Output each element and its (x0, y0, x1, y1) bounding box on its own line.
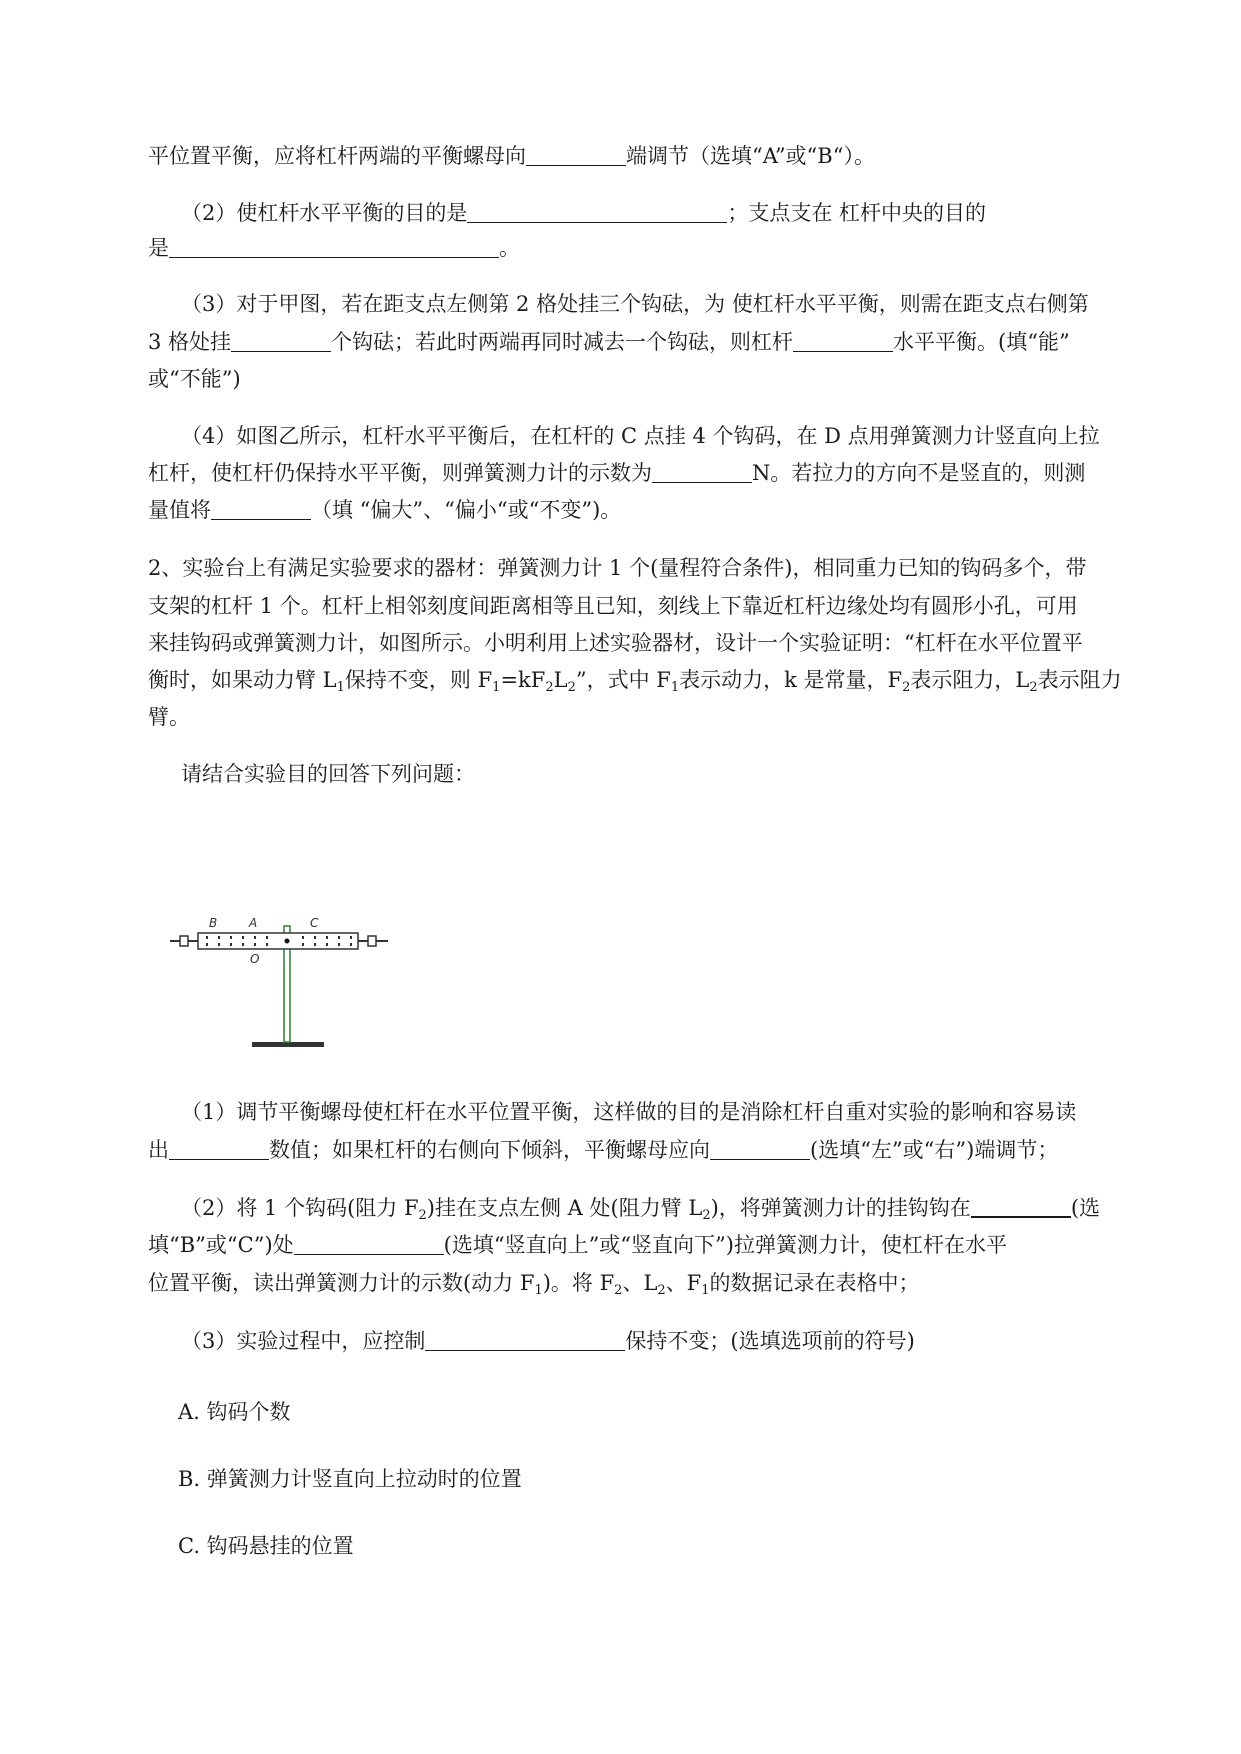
text: （3）实验过程中，应控制 (181, 1329, 426, 1353)
q1-part3-line3 (148, 365, 1148, 393)
q1-part3-line2 (148, 328, 1148, 356)
answer-blank[interactable] (526, 145, 626, 166)
text: L (553, 668, 568, 692)
pivot-point (285, 939, 290, 944)
subscript: 2 (614, 1283, 623, 1298)
q1-part4-line1 (181, 422, 1181, 450)
text: 。 (499, 236, 520, 260)
answer-blank[interactable] (971, 1196, 1071, 1218)
subscript: 1 (701, 1283, 710, 1298)
text: 量值将 (148, 498, 211, 522)
text: 数值；如果杠杆的右侧向下倾斜，平衡螺母应向 (269, 1138, 710, 1162)
text: （2）使杠杆水平平衡的目的是 (181, 201, 468, 225)
text: 个钩砝；若此时两端再同时减去一个钩砝，则杠杆 (331, 330, 794, 354)
text: 保持不变；(选填选项前的符号) (625, 1329, 915, 1353)
option-a[interactable]: A. 钩码个数 (178, 1400, 291, 1424)
text: (选 (1070, 1196, 1101, 1220)
subscript: 2 (902, 680, 911, 695)
label-b: B (209, 916, 218, 930)
text: 端调节（选填“A”或“B“）。 (626, 144, 875, 168)
subscript: 2 (1029, 680, 1038, 695)
answer-blank[interactable] (793, 331, 893, 352)
subscript: 2 (657, 1283, 666, 1298)
q1-part4-line2 (148, 459, 1148, 487)
q1-part2-line1 (181, 199, 1181, 227)
subscript: 2 (567, 680, 576, 695)
text: 保持不变，则 F (344, 668, 493, 692)
text: （2）将 1 个钩码(阻力 F (181, 1196, 419, 1220)
answer-blank[interactable] (467, 202, 727, 223)
text: 出 (148, 1138, 169, 1162)
text: ”，式中 F (575, 668, 671, 692)
text: 请结合实验目的回答下列问题： (181, 762, 475, 786)
q2-sub2-line2 (148, 1231, 1148, 1259)
answer-blank[interactable] (652, 462, 752, 483)
text: 的数据记录在表格中； (709, 1271, 920, 1295)
text: (选填“竖直向上”或“竖直向下”)拉弹簧测力计，使杠杆在水平 (443, 1233, 1007, 1257)
label-o: O (250, 952, 260, 966)
answer-blank[interactable] (211, 499, 311, 520)
balance-nut-left (180, 936, 188, 946)
text: 衡时，如果动力臂 L (148, 668, 337, 692)
text: 表示阻力 (1037, 668, 1122, 692)
label-c: C (310, 916, 319, 930)
text: 是 (148, 236, 169, 260)
answer-blank[interactable] (169, 237, 499, 258)
subscript: 2 (702, 1208, 711, 1223)
subscript: 1 (336, 680, 345, 695)
text: 、F (665, 1271, 702, 1295)
subscript: 1 (492, 680, 501, 695)
q2-sub2-line3 (148, 1269, 1148, 1297)
text: 支架的杠杆 1 个。杠杆上相邻刻度间距离相等且已知，刻线上下靠近杠杆边缘处均有圆形小孔，可用 (148, 594, 1078, 618)
q2-line5 (148, 703, 1148, 731)
text: 3 格处挂 (148, 330, 232, 354)
q2-line1 (148, 554, 1148, 582)
text: 2、实验台上有满足实验要求的器材：弹簧测力计 1 个(量程符合条件)，相同重力已知的钩码多个，带 (148, 556, 1087, 580)
text: 表示阻力，L (910, 668, 1030, 692)
text: （3）对于甲图，若在距支点左侧第 2 格处挂三个钩砝，为 使杠杆水平平衡，则需在距支点右侧第 (181, 292, 1089, 316)
text: )挂在支点左侧 A 处(阻力臂 L (426, 1196, 703, 1220)
text: ；支点支在 杠杆中央的目的 (727, 201, 987, 225)
label-a: A (249, 916, 258, 930)
subscript: 1 (534, 1283, 543, 1298)
text: 、L (622, 1271, 658, 1295)
q1-part3-line1 (181, 290, 1181, 318)
answer-blank[interactable] (425, 1330, 625, 1351)
q2-sub1-line1 (181, 1098, 1181, 1126)
answer-blank[interactable] (169, 1139, 269, 1160)
answer-blank[interactable] (710, 1139, 810, 1160)
q1-line-top (148, 142, 1148, 170)
q1-part4-line3 (148, 496, 1148, 524)
text: （4）如图乙所示，杠杆水平平衡后，在杠杆的 C 点挂 4 个钩码，在 D 点用弹簧测力计竖直向上拉 (181, 424, 1100, 448)
q2-sub2-line1 (181, 1194, 1181, 1222)
lever-bar (198, 933, 358, 949)
text: 或“不能”) (148, 367, 241, 391)
subscript: 1 (670, 680, 680, 695)
q2-sub1-line2 (148, 1136, 1148, 1164)
text: 位置平衡，读出弹簧测力计的示数(动力 F (148, 1271, 535, 1295)
text: 臂。 (148, 705, 190, 729)
text: (选填“左”或“右”)端调节； (810, 1138, 1059, 1162)
text: N。若拉力的方向不是竖直的，则测 (752, 461, 1086, 485)
text: =kF (500, 668, 546, 692)
option-c[interactable]: C. 钩码悬挂的位置 (178, 1534, 354, 1558)
q2-line3 (148, 629, 1148, 657)
text: 平位置平衡，应将杠杆两端的平衡螺母向 (148, 144, 526, 168)
balance-nut-right (368, 936, 376, 946)
text: )。将 F (542, 1271, 615, 1295)
q2-prompt (181, 760, 1181, 788)
subscript: 2 (418, 1208, 427, 1223)
lever-figure (170, 905, 415, 1050)
option-b[interactable]: B. 弹簧测力计竖直向上拉动时的位置 (178, 1467, 522, 1491)
text: 杠杆，使杠杆仍保持水平平衡，则弹簧测力计的示数为 (148, 461, 652, 485)
text: （填 “偏大”、“偏小“或“不变”)。 (311, 498, 622, 522)
answer-blank[interactable] (294, 1234, 444, 1255)
text: 表示动力，k 是常量，F (679, 668, 903, 692)
q2-line4 (148, 666, 1148, 694)
answer-blank[interactable] (231, 331, 331, 352)
text: 填“B”或“C”)处 (148, 1233, 294, 1257)
text: 水平平衡。(填“能” (893, 330, 1070, 354)
text: )，将弹簧测力计的挂钩钩在 (710, 1196, 971, 1220)
q1-part2-line2 (148, 234, 1148, 262)
text: （1）调节平衡螺母使杠杆在水平位置平衡，这样做的目的是消除杠杆自重对实验的影响和容易读 (181, 1100, 1077, 1124)
text: 来挂钩码或弹簧测力计，如图所示。小明利用上述实验器材，设计一个实验证明：“杠杆在水平位置平 (148, 631, 1083, 655)
subscript: 2 (545, 680, 554, 695)
q2-line2 (148, 592, 1148, 620)
q2-sub3-line1 (181, 1327, 1181, 1355)
